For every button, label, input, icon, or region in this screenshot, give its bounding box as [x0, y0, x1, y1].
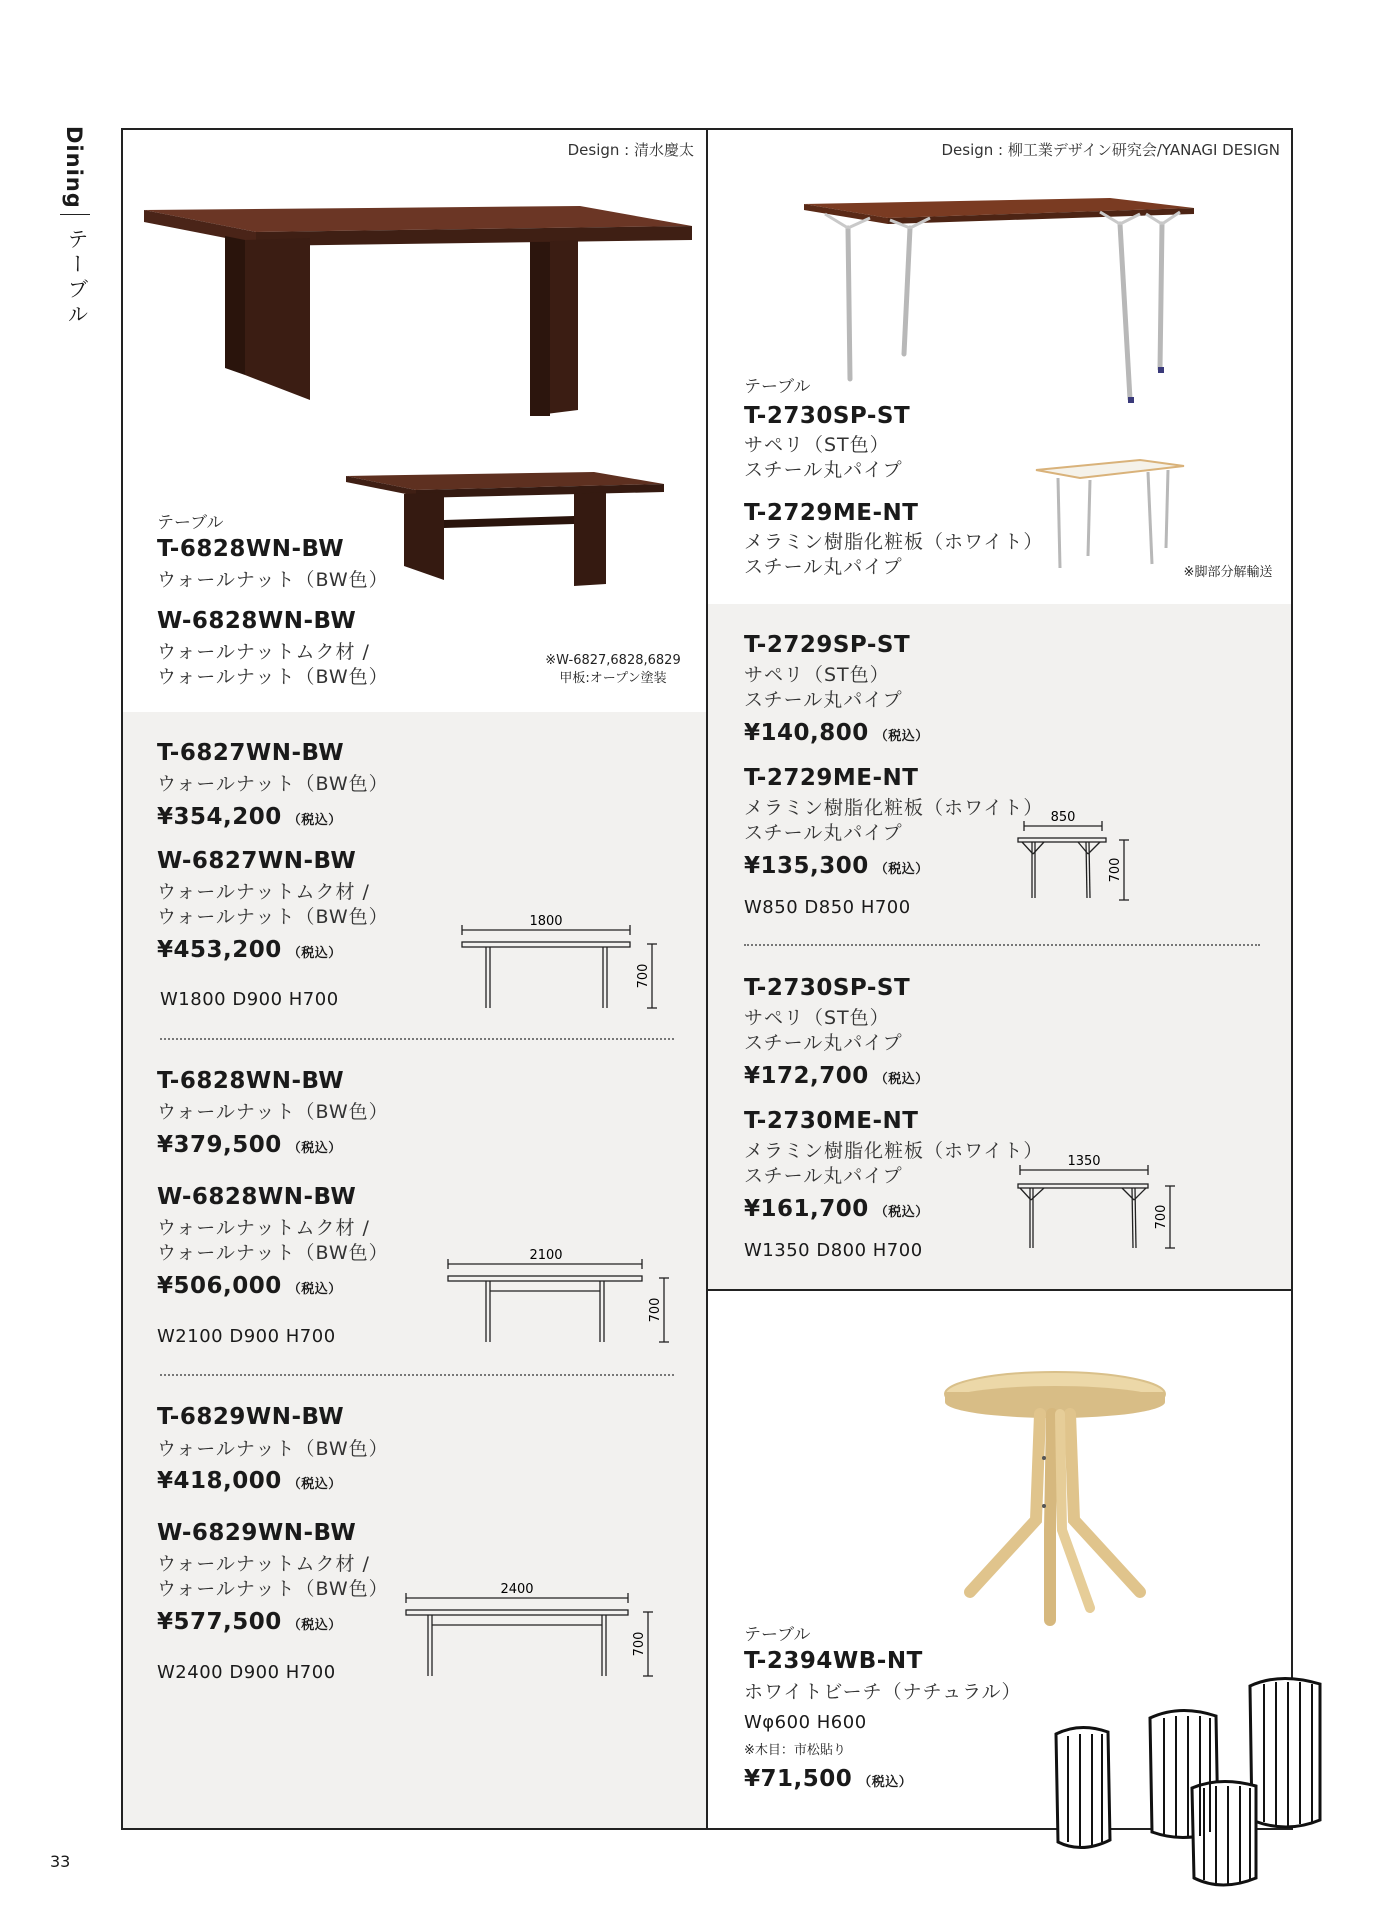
t6828-price: ¥379,500 （税込）	[157, 1132, 342, 1158]
t2729-height-label: 700	[1108, 857, 1123, 883]
w6828-desc-2: ウォールナット（BW色）	[157, 1242, 389, 1264]
t2729sp-desc-1: サペリ（ST色）	[744, 664, 890, 686]
t2729me-model: T-2729ME-NT	[744, 765, 919, 791]
hero-model-2-desc-1: ウォールナットムク材 /	[157, 641, 370, 663]
t6828-dimensions: W2100 D900 H700	[157, 1326, 336, 1347]
t2730me-desc-1: メラミン樹脂化粧板（ホワイト）	[744, 1140, 1044, 1162]
right-hero-model-1: T-2730SP-ST	[744, 403, 911, 429]
walnut-table-large-image	[140, 200, 700, 420]
t6829-dimensions: W2400 D900 H700	[157, 1662, 336, 1683]
t6827-price: ¥354,200 （税込）	[157, 804, 342, 830]
tax-label: （税込）	[287, 1477, 342, 1492]
right-hero-category: テーブル	[744, 377, 811, 397]
melamine-steel-table-image	[1034, 456, 1194, 576]
right-hero-model-1-desc-1: サペリ（ST色）	[744, 434, 890, 456]
column-divider	[706, 128, 708, 1830]
tax-label: （税込）	[858, 1775, 913, 1790]
t2394-price: ¥71,500 （税込）	[744, 1766, 913, 1792]
w6827-model: W-6827WN-BW	[157, 848, 357, 874]
w6827-desc-2: ウォールナット（BW色）	[157, 906, 389, 928]
tax-label: （税込）	[287, 1618, 342, 1633]
hero-model-1: T-6828WN-BW	[157, 536, 345, 562]
section-title: Dining	[62, 126, 86, 209]
t6829-desc: ウォールナット（BW色）	[157, 1438, 389, 1460]
right-design-credit: Design : 柳工業デザイン研究会/YANAGI DESIGN	[941, 141, 1280, 159]
t2729sp-price: ¥140,800 （税込）	[744, 720, 929, 746]
t6827-dimension-drawing	[460, 910, 670, 1010]
w6827-price: ¥453,200 （税込）	[157, 937, 342, 963]
hero-category-label: テーブル	[157, 513, 224, 533]
t6829-price: ¥418,000 （税込）	[157, 1468, 342, 1494]
t2730sp-price: ¥172,700 （税込）	[744, 1063, 929, 1089]
hero-model-2-desc-2: ウォールナット（BW色）	[157, 666, 389, 688]
t6827-desc: ウォールナット（BW色）	[157, 773, 389, 795]
t2394-dimensions: Wφ600 H600	[744, 1712, 867, 1733]
t2729me-desc-1: メラミン樹脂化粧板（ホワイト）	[744, 797, 1044, 819]
beech-round-table-image	[940, 1370, 1170, 1640]
hero-model-2: W-6828WN-BW	[157, 608, 357, 634]
t2729-width-label: 850	[1050, 810, 1076, 825]
tax-label: （税込）	[287, 946, 342, 961]
hero-note-line-2: 甲板:オープン塗装	[559, 671, 667, 686]
t2730me-desc-2: スチール丸パイプ	[744, 1165, 903, 1187]
tax-label: （税込）	[874, 729, 929, 744]
t2730-height-label: 700	[1154, 1204, 1169, 1230]
w6829-model: W-6829WN-BW	[157, 1520, 357, 1546]
walnut-table-small-image	[344, 470, 664, 590]
t6828-desc: ウォールナット（BW色）	[157, 1101, 389, 1123]
hero-model-1-desc: ウォールナット（BW色）	[157, 569, 389, 591]
w6829-price: ¥577,500 （税込）	[157, 1609, 342, 1635]
t6827-height-label: 700	[636, 963, 651, 989]
t2730sp-desc-1: サペリ（ST色）	[744, 1007, 890, 1029]
t2730sp-model: T-2730SP-ST	[744, 975, 911, 1001]
t2394-model: T-2394WB-NT	[744, 1648, 923, 1674]
stool-illustration-icon	[1050, 1670, 1330, 1890]
tax-label: （税込）	[287, 813, 342, 828]
t6828-height-label: 700	[648, 1297, 663, 1323]
t2729sp-desc-2: スチール丸パイプ	[744, 689, 903, 711]
t2729-dimension-drawing	[1016, 806, 1146, 906]
t6827-dimensions: W1800 D900 H700	[160, 989, 339, 1010]
right-hero-model-2-desc-2: スチール丸パイプ	[744, 556, 903, 578]
tax-label: （税込）	[874, 1205, 929, 1220]
t6828-dimension-drawing	[446, 1244, 676, 1344]
w6828-model: W-6828WN-BW	[157, 1184, 357, 1210]
t6829-height-label: 700	[632, 1631, 647, 1657]
t6828-model: T-6828WN-BW	[157, 1068, 345, 1094]
t2730-dimensions: W1350 D800 H700	[744, 1240, 923, 1261]
t2730me-model: T-2730ME-NT	[744, 1108, 919, 1134]
t2729me-desc-2: スチール丸パイプ	[744, 822, 903, 844]
left-divider-2	[160, 1374, 674, 1376]
t2394-grain-note: ※木目：市松貼り	[744, 1743, 846, 1758]
t6829-dimension-drawing	[404, 1578, 664, 1678]
page-number: 33	[50, 1852, 71, 1871]
right-hero-model-2: T-2729ME-NT	[744, 500, 919, 526]
tax-label: （税込）	[287, 1282, 342, 1297]
right-divider	[707, 1289, 1292, 1291]
w6827-desc-1: ウォールナットムク材 /	[157, 881, 370, 903]
t6829-width-label: 2400	[500, 1582, 534, 1597]
hero-note-line-1: ※W-6827,6828,6829	[545, 653, 681, 668]
tax-label: （税込）	[874, 862, 929, 877]
t6827-model: T-6827WN-BW	[157, 740, 345, 766]
right-hero-model-2-desc-1: メラミン樹脂化粧板（ホワイト）	[744, 531, 1044, 553]
t2730-dimension-drawing	[1016, 1150, 1196, 1250]
t6828-width-label: 2100	[529, 1248, 563, 1263]
t6829-model: T-6829WN-BW	[157, 1404, 345, 1430]
w6829-desc-1: ウォールナットムク材 /	[157, 1553, 370, 1575]
t2729me-price: ¥135,300 （税込）	[744, 853, 929, 879]
w6828-desc-1: ウォールナットムク材 /	[157, 1217, 370, 1239]
w6828-price: ¥506,000 （税込）	[157, 1273, 342, 1299]
t2394-desc: ホワイトビーチ（ナチュラル）	[744, 1681, 1022, 1703]
t2730sp-desc-2: スチール丸パイプ	[744, 1032, 903, 1054]
t2730-width-label: 1350	[1067, 1154, 1101, 1169]
t2729sp-model: T-2729SP-ST	[744, 632, 911, 658]
right-hero-model-1-desc-2: スチール丸パイプ	[744, 459, 903, 481]
section-divider	[60, 214, 90, 215]
right-divider-1	[744, 944, 1260, 946]
tax-label: （税込）	[874, 1072, 929, 1087]
section-subtitle: テーブル	[65, 228, 89, 328]
round-category-label: テーブル	[744, 1625, 811, 1645]
saperi-steel-table-image	[800, 194, 1200, 414]
t2730me-price: ¥161,700 （税込）	[744, 1196, 929, 1222]
w6829-desc-2: ウォールナット（BW色）	[157, 1578, 389, 1600]
left-divider-1	[160, 1038, 674, 1040]
t2729-dimensions: W850 D850 H700	[744, 897, 911, 918]
right-hero-note: ※脚部分解輸送	[1183, 565, 1273, 580]
t6827-width-label: 1800	[529, 914, 563, 929]
tax-label: （税込）	[287, 1141, 342, 1156]
hero-finish-note	[528, 652, 698, 688]
left-design-credit: Design : 清水慶太	[567, 141, 694, 159]
